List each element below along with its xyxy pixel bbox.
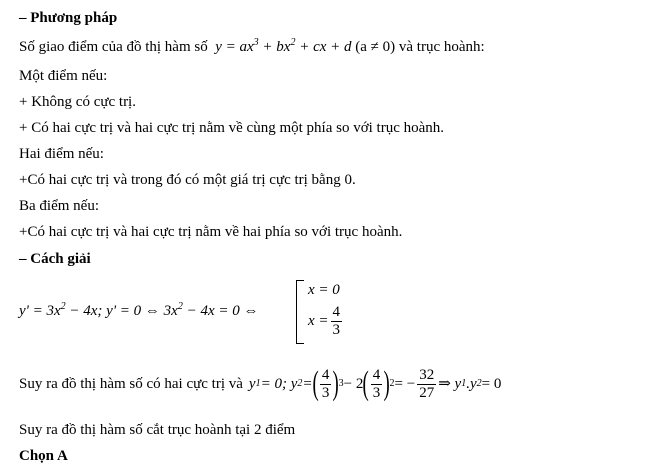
one-point-item-2: + Có hai cực trị và hai cực trị nằm về cùng một phía so với trục hoành.	[19, 120, 445, 136]
fraction-4-3-b	[371, 367, 383, 402]
derivative-equation	[19, 301, 258, 321]
conclusion-extrema	[19, 362, 501, 406]
derivative-part-1: y' = 3x	[19, 303, 61, 319]
cases-bracket	[296, 280, 304, 344]
fraction-b-denominator: 3	[372, 384, 381, 401]
case-x-4-3	[308, 304, 344, 339]
conclusion-intersections: Suy ra đồ thị hàm số cắt trục hoành tại 2 điểm	[19, 422, 296, 438]
right-paren-2: )	[383, 365, 390, 402]
case-2-lhs: x =	[308, 313, 329, 329]
result-numerator: 32	[419, 366, 435, 383]
intro-prefix: Số giao điểm của đồ thị hàm số	[19, 39, 208, 55]
intro-suffix: (a ≠ 0) và trục hoành:	[355, 39, 485, 55]
solution-cases	[296, 280, 376, 346]
three-points-title: Ba điểm nếu:	[19, 198, 99, 214]
two-points-title: Hai điểm nếu:	[19, 146, 104, 162]
extrema-formula: y 1 = 0; y 2 = ( $\frac{4}{3}$ ) 3 − 2 ( $\frac{4}{3}$ ) 2 = − $\frac{32}{27}$ ⇒ y 1 .y 2 = 0	[248, 365, 502, 402]
fraction-4-3-a	[320, 367, 332, 402]
formula-exp-2: 2	[290, 37, 296, 48]
derivative-exp-1: 2	[60, 301, 66, 312]
one-point-title: Một điểm nếu:	[19, 68, 108, 84]
fraction-b-numerator: 4	[372, 366, 381, 383]
case-2-denominator: 3	[332, 322, 341, 338]
formula-term-2: + bx	[258, 39, 291, 55]
fraction-a-numerator: 4	[321, 366, 330, 383]
case-2-numerator: 4	[332, 304, 341, 320]
answer-label: Chọn A	[19, 448, 68, 464]
solution-heading: – Cách giải	[19, 251, 91, 267]
intro-line	[19, 37, 485, 57]
derivative-exp-2: 2	[177, 301, 183, 312]
product-dot: .y	[466, 376, 477, 392]
minus-two: − 2	[343, 376, 364, 392]
equals-minus: = −	[394, 376, 416, 392]
product-equals-zero: = 0	[481, 376, 502, 392]
fraction-32-27	[417, 367, 436, 402]
one-point-item-1: + Không có cực trị.	[19, 94, 136, 110]
implies-y: ⇒ y	[438, 376, 462, 392]
method-heading: – Phương pháp	[19, 10, 118, 26]
formula-term-3: + cx + d	[295, 39, 352, 55]
case-2-fraction	[331, 304, 343, 339]
formula-exp-3: 3	[253, 37, 259, 48]
intro-formula	[211, 39, 351, 55]
y1-value: = 0; y	[260, 376, 298, 392]
derivative-part-2: − 4x; y' = 0 ⇔ 3x	[65, 303, 178, 319]
left-paren-1: (	[312, 365, 319, 402]
right-paren-1: )	[332, 365, 340, 402]
conclusion-text: Suy ra đồ thị hàm số có hai cực trị và	[19, 376, 243, 392]
fraction-a-denominator: 3	[321, 384, 330, 401]
two-points-item: +Có hai cực trị và trong đó có một giá trị cực trị bằng 0.	[19, 172, 356, 188]
result-denominator: 27	[419, 384, 435, 401]
three-points-item: +Có hai cực trị và hai cực trị nằm về hai phía so với trục hoành.	[19, 224, 403, 240]
case-x-0: x = 0	[308, 282, 340, 298]
y1-symbol: y	[248, 376, 256, 392]
y2-equals: =	[302, 376, 313, 392]
left-paren-2: (	[362, 365, 370, 402]
derivative-part-3: − 4x = 0 ⇔	[182, 303, 259, 319]
formula-lhs: y = ax	[215, 39, 254, 55]
